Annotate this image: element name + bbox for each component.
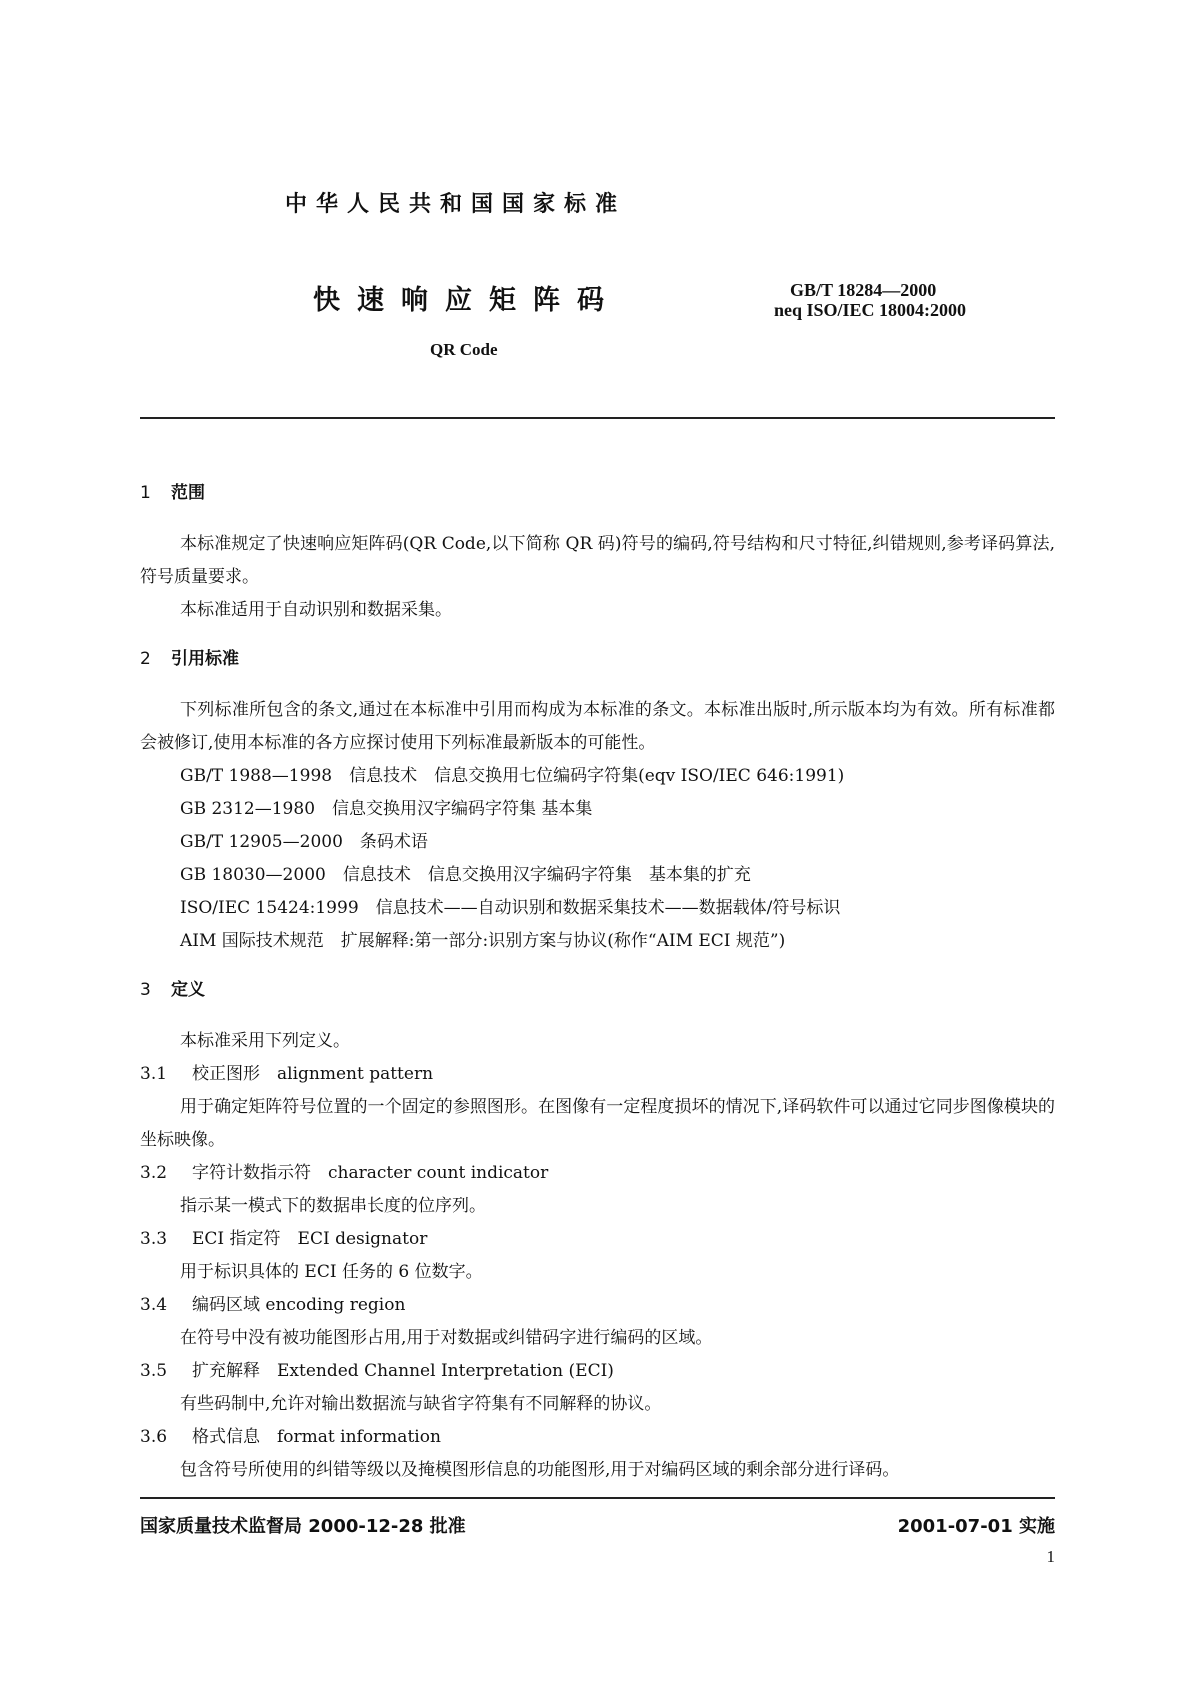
definition-term-text: ECI 指定符 ECI designator [192,1229,428,1249]
approval-date: 国家质量技术监督局 2000-12-28 批准 [140,1516,466,1537]
definition-text: 有些码制中,允许对输出数据流与缺省字符集有不同解释的协议。 [180,1394,662,1414]
definition-number: 3.1 [140,1064,168,1084]
paragraph: 本标准适用于自动识别和数据采集。 [180,600,452,620]
section-title: 定义 [171,980,205,1000]
definition-term [140,1223,1055,1256]
paragraph: 下列标准所包含的条文,通过在本标准中引用而构成为本标准的条文。本标准出版时,所示版本均为有效。所有标准都会被修订,使用本标准的各方应探讨使用下列标准最新版本的可能性。 [140,700,1055,753]
standard-equivalence: neq ISO/IEC 18004:2000 [774,300,967,320]
definition-term-text: 校正图形 alignment pattern [192,1064,434,1084]
section-heading-2 [140,644,1055,674]
paragraph: 本标准规定了快速响应矩阵码(QR Code,以下简称 QR 码)符号的编码,符号结构和尺寸特征,纠错规则,参考译码算法,符号质量要求。 [140,534,1055,587]
section-number: 1 [140,483,151,503]
reference-item: AIM 国际技术规范 扩展解释:第一部分:识别方案与协议(称作“AIM ECI 规范”) [180,931,786,951]
standard-number: GB/T 18284—2000 [790,280,937,300]
standard-title-en: QR Code [430,340,498,359]
definition-term [140,1157,1055,1190]
definition-term [140,1289,1055,1322]
reference-item: GB/T 12905—2000 条码术语 [180,832,428,852]
reference-item: ISO/IEC 15424:1999 信息技术——自动识别和数据采集技术——数据载体/符号标识 [180,898,841,918]
definition-term [140,1421,1055,1454]
definition-number: 3.6 [140,1427,168,1447]
section-heading-3 [140,975,1055,1005]
definition-number: 3.2 [140,1163,168,1183]
page-number: 1 [1046,1547,1055,1566]
definition-number: 3.3 [140,1229,168,1249]
definition-text: 用于标识具体的 ECI 任务的 6 位数字。 [180,1262,483,1282]
definition-term [140,1355,1055,1388]
definition-number: 3.5 [140,1361,168,1381]
effective-date: 2001-07-01 实施 [897,1516,1055,1537]
standard-number-block [774,280,982,320]
section-title: 范围 [171,483,205,503]
definition-text: 用于确定矩阵符号位置的一个固定的参照图形。在图像有一定程度损坏的情况下,译码软件可以通过它同步图像模块的坐标映像。 [140,1097,1055,1150]
definition-term-text: 扩充解释 Extended Channel Interpretation (ECI) [192,1361,614,1381]
definition-term-text: 编码区域 encoding region [192,1295,406,1315]
standard-title-cn: 快速响应矩阵码 [313,285,621,316]
national-standard-title: 中华人民共和国国家标准 [285,192,627,217]
reference-item: GB/T 1988—1998 信息技术 信息交换用七位编码字符集(eqv ISO/IEC 646:1991) [180,766,845,786]
definition-text: 包含符号所使用的纠错等级以及掩模图形信息的功能图形,用于对编码区域的剩余部分进行译码。 [180,1460,900,1480]
section-heading-1 [140,478,1055,508]
reference-item: GB 18030—2000 信息技术 信息交换用汉字编码字符集 基本集的扩充 [180,865,751,885]
definition-term-text: 字符计数指示符 character count indicator [192,1163,549,1183]
reference-item: GB 2312—1980 信息交换用汉字编码字符集 基本集 [180,799,593,819]
header-divider [140,417,1055,419]
document-body [140,478,1055,1487]
section-title: 引用标准 [171,649,239,669]
paragraph: 本标准采用下列定义。 [180,1031,350,1051]
definition-term [140,1058,1055,1091]
definition-number: 3.4 [140,1295,168,1315]
definition-term-text: 格式信息 format information [192,1427,441,1447]
definition-text: 指示某一模式下的数据串长度的位序列。 [180,1196,486,1216]
definition-text: 在符号中没有被功能图形占用,用于对数据或纠错码字进行编码的区域。 [180,1328,713,1348]
section-number: 2 [140,649,151,669]
section-number: 3 [140,980,151,1000]
footer-divider [140,1497,1055,1499]
